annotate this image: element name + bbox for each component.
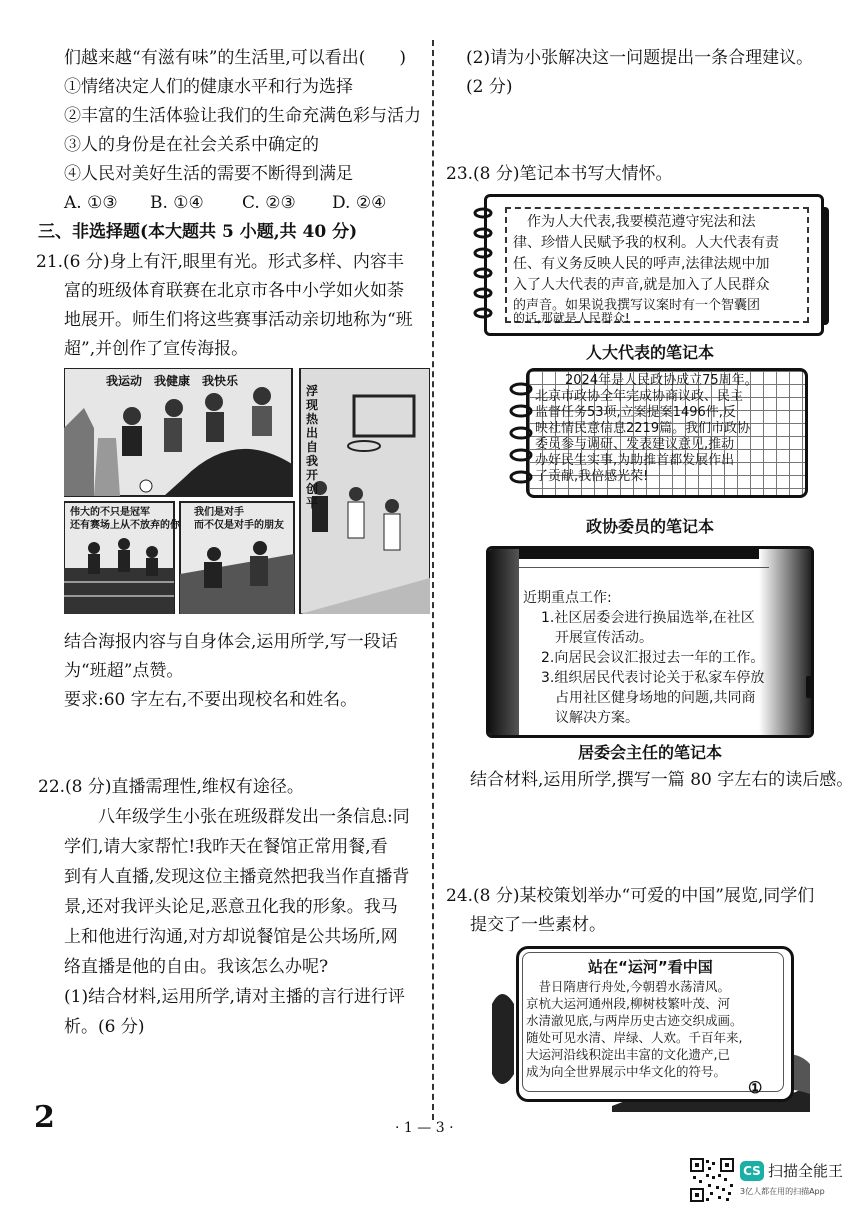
q22-part2-line-2: (2 分) [466,77,513,97]
class-sports-poster [64,368,430,614]
q20-choice-d: D. ②④ [332,193,387,213]
notebook-npc-rings [473,205,489,323]
notebook-community-item-2: 2.向居民会议汇报过去一年的工作。 [541,650,765,666]
canal-card-line-1: 昔日隋唐行舟处,今朝碧水荡清风。 [526,979,730,994]
q20-option-2: ②丰富的生活体验让我们的生命充满色彩与活力 [64,106,421,126]
notebook-npc-line-2: 律、珍惜人民赋予我的权利。人大代表有责 [513,235,779,251]
page-code: · 1 — 3 · [395,1120,454,1136]
notebook-cppcc-line-4: 映社情民意信息2219篇。我们市政协 [535,421,751,436]
notebook-npc-line-3: 任、有义务反映人民的呼声,法律法规中加 [513,256,770,272]
notebook-cppcc-line-6: 办好民生实事,为助推首都发展作出 [535,453,735,468]
canal-card-line-4: 随处可见水清、岸绿、人欢。千百年来, [526,1030,743,1045]
poster-panel-mid-text: 我们是对手 而不仅是对手的朋友 [194,507,284,531]
q20-tail: 们越来越“有滋有味”的生活里,可以看出( ) [64,48,407,68]
notebook-cppcc-caption: 政协委员的笔记本 [585,517,714,536]
section-3-heading: 三、非选择题(本大题共 5 小题,共 40 分) [38,222,358,242]
q22-line-3: 学们,请大家帮忙!我昨天在餐馆正常用餐,看 [64,837,388,857]
q20-choice-b: B. ①④ [150,193,204,213]
poster-panel-left-text: 伟大的不只是冠军 还有赛场上从不放弃的你 [70,507,180,531]
q22-line-4: 到有人直播,发现这位主播竟然把我当作直播背 [64,867,410,887]
notebook-npc-line-6: 的话,那就是人民群众! [513,311,630,325]
q20-option-1: ①情绪决定人们的健康水平和行为选择 [64,77,353,97]
q24-line-1: 24.(8 分)某校策划举办“可爱的中国”展览,同学们 [446,886,815,906]
q22-title: 22.(8 分)直播需理性,维权有途径。 [38,777,304,797]
poster-side-text: 浮现热出自我开创平 [306,384,319,510]
q22-line-7: 络直播是他的自由。我该怎么办呢? [64,957,329,977]
canal-card-line-2: 京杭大运河通州段,柳树枝繁叶茂、河 [526,996,730,1011]
q21-line-1: 21.(6 分)身上有汗,眼里有光。形式多样、内容丰 [36,252,404,272]
q20-choice-a: A. ①③ [64,193,118,213]
q23-title: 23.(8 分)笔记本书写大情怀。 [446,164,673,184]
notebook-npc-line-1: 作为人大代表,我要模范遵守宪法和法 [527,214,756,230]
poster-banner: 我运动 我健康 我快乐 [106,374,239,388]
app-tagline: 3亿人都在用的扫描App [740,1187,825,1196]
column-divider [432,40,434,1120]
q21-line-4: 超”,并创作了宣传海报。 [64,339,249,359]
q20-choice-c: C. ②③ [242,193,296,213]
notebook-community-director [486,546,814,738]
notebook-cppcc-line-2: 北京市政协全年完成协商议政、民主 [535,389,744,404]
q22-line-6: 上和他进行沟通,对方却说餐馆是公共场所,网 [64,927,398,947]
canal-card-line-3: 水清澈见底,与两岸历史古迹交织成画。 [526,1013,743,1028]
canal-card-title: 站在“运河”看中国 [588,958,713,976]
notebook-community-item-3b: 占用社区健身场地的问题,共同商 [541,690,756,706]
page-number: 2 [34,1100,55,1135]
q21-task-line-2: 为“班超”点赞。 [64,661,184,681]
notebook-cppcc-line-3: 监督任务53项,立案提案1496件,反 [535,405,736,420]
canal-card-line-5: 大运河沿线积淀出丰富的文化遗产,已 [526,1047,730,1062]
q21-line-3: 地展开。师生们将这些赛事活动亲切地称为“班 [64,310,413,330]
spiral-rings-icon [509,379,535,489]
notebook-community-item-3: 3.组织居民代表讨论关于私家车停放 [541,670,765,686]
notebook-community-item-1: 1.社区居委会进行换届选举,在社区 [541,610,755,626]
notebook-cppcc-line-1: 2024年是人民政协成立75周年。 [565,373,758,388]
q21-requirement: 要求:60 字左右,不要出现校名和姓名。 [64,690,358,710]
app-name: 扫描全能王 [768,1162,844,1180]
q21-task-line-1: 结合海报内容与自身体会,运用所学,写一段话 [64,632,398,652]
canal-card-line-6: 成为向全世界展示中华文化的符号。 [526,1064,727,1079]
canal-card [492,944,812,1114]
notebook-community-caption: 居委会主任的笔记本 [577,743,722,762]
notebook-npc-line-5: 的声音。如果说我撰写议案时有一个智囊团 [513,298,761,313]
poster-illustration [64,368,430,614]
canal-card-number: ① [748,1078,763,1097]
notebook-community-item-1b: 开展宣传活动。 [541,630,653,646]
q22-part2-line-1: (2)请为小张解决这一问题提出一条合理建议。 [466,48,814,68]
q24-line-2: 提交了一些素材。 [470,915,606,935]
q20-option-4: ④人民对美好生活的需要不断得到满足 [64,164,353,184]
notebook-npc-line-4: 入了人大代表的声音,就是加入了人民群众 [513,277,770,293]
notebook-cppcc-line-7: 了贡献,我倍感光荣! [535,469,649,484]
q20-option-3: ③人的身份是在社会关系中确定的 [64,135,319,155]
notebook-community-heading: 近期重点工作: [523,590,612,606]
q22-line-2: 八年级学生小张在班级群发出一条信息:同 [64,807,410,827]
notebook-cppcc-member [526,368,808,498]
q21-line-2: 富的班级体育联赛在北京市各中小学如火如荼 [64,281,404,301]
q22-part1-line-1: (1)结合材料,运用所学,请对主播的言行进行评 [64,987,405,1007]
notebook-cppcc-line-5: 委员参与调研、发表建议意见,推动 [535,437,735,452]
q22-line-5: 景,还对我评头论足,恶意丑化我的形象。我马 [64,897,398,917]
notebook-npc-caption: 人大代表的笔记本 [585,343,714,362]
camscanner-logo-icon: CS [740,1161,764,1181]
qr-code-icon [690,1158,734,1202]
spiral-rings-icon [473,205,493,323]
q23-task: 结合材料,运用所学,撰写一篇 80 字左右的读后感。 [470,770,854,790]
q22-part1-line-2: 析。(6 分) [64,1017,145,1037]
notebook-npc-deputy [484,194,824,336]
notebook-community-item-3c: 议解决方案。 [541,710,639,726]
